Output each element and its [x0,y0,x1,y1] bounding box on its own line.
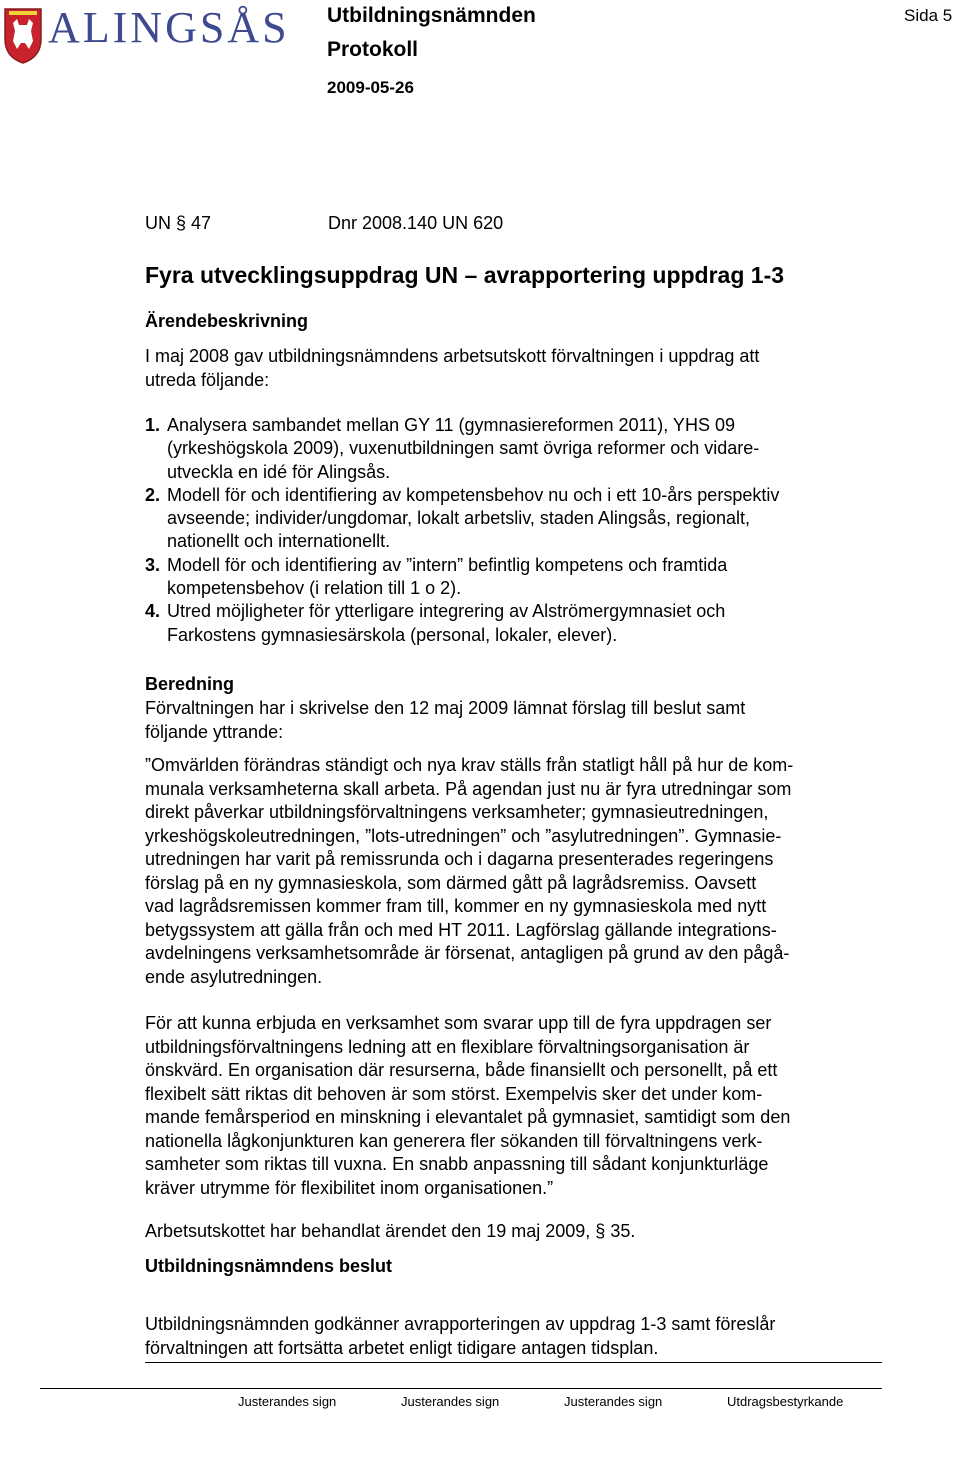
text-line: samheter som riktas till vuxna. En snabb anpassning till sådant konjunkturläge [145,1154,769,1174]
signature-field-1: Justerandes sign [238,1394,337,1409]
text-line: munala verksamheterna skall arbeta. På agendan just nu är fyra utredningar som [145,778,792,799]
municipality-logo [3,3,290,65]
list-item [145,484,865,554]
list-item-line: Modell för och identifiering av ”intern” befintlig kompetens och framtida [167,554,728,575]
arende-line: I maj 2008 gav utbildningsnämndens arbetsutskott förvaltningen i uppdrag att [145,346,760,366]
text-line: utredningen har varit på remissrunda och i dagarna presenterades regeringens [145,849,774,869]
text-line: utbildningsförvaltningens ledning att en flexiblare förvaltningsorganisation är [145,1036,750,1057]
text-line: Förvaltningen har i skrivelse den 12 maj 2009 lämnat förslag till beslut samt [145,698,746,718]
list-item-number: 4. [145,601,161,622]
text-line: För att kunna erbjuda en verksamhet som svarar upp till de fyra uppdragen ser [145,1013,772,1033]
arende-text [145,345,885,392]
case-un-label: UN [145,213,171,233]
section-heading-beslut: Utbildningsnämndens beslut [145,1256,393,1276]
list-item-line: nationellt och internationellt. [167,531,391,552]
text-line: Utbildningsnämnden godkänner avrapporteringen av uppdrag 1-3 samt föreslår [145,1314,776,1334]
list-item-line: Analysera sambandet mellan GY 11 (gymnasiereformen 2011), YHS 09 [167,415,735,435]
list-item-line: Farkostens gymnasiesärskola (personal, lokaler, elever). [167,624,618,645]
header-document-type: Protokoll [327,38,419,61]
text-line: förvaltningen att fortsätta arbetet enligt tidigare antagen tidsplan. [145,1337,659,1358]
extract-certification-field: Utdragsbestyrkande [727,1394,844,1409]
text-line: avdelningens verksamhetsområde är försenat, antagligen på grund av den pågå- [145,943,790,963]
text-line: nationella lågkonjunkturen kan generera fler sökanden till förvaltningens verk- [145,1130,763,1151]
text-line: kräver utrymme för flexibilitet inom organisationen.” [145,1177,554,1198]
page-title: Fyra utvecklingsuppdrag UN – avrapportering uppdrag 1-3 [145,262,785,288]
signature-field-2: Justerandes sign [401,1394,500,1409]
text-line: flexibelt sätt riktas dit behoven är som störst. Exempelvis sker det under kom- [145,1083,763,1104]
diary-number: Dnr 2008.140 UN 620 [328,213,504,233]
text-line: mande femårsperiod en minskning i elevantalet på gymnasiet, samtidigt som den [145,1107,791,1127]
case-un-number: 47 [191,213,212,233]
text-line: följande yttrande: [145,721,284,742]
list-item [145,554,865,601]
section-heading-beredning: Beredning [145,674,235,694]
assignment-list [145,414,865,647]
text-line: önskvärd. En organisation där resurserna, både finansiellt och personellt, på ett [145,1060,778,1080]
beslut-text [145,1313,885,1360]
header-department: Utbildningsnämnden [327,4,536,27]
quote-paragraph-1 [145,754,885,989]
arende-line: utreda följande: [145,369,270,390]
text-line: ende asylutredningen. [145,966,323,987]
list-item-line: utveckla en idé för Alingsås. [167,461,391,482]
content-end-rule [145,1362,882,1363]
text-line: direkt påverkar utbildningsförvaltningens verksamheter; gymnasieutredningen, [145,802,769,822]
list-item [145,414,865,484]
list-item-line: avseende; individer/ungdomar, lokalt arbetsliv, staden Alingsås, regionalt, [167,508,751,529]
page-number: Sida 5 [904,6,953,25]
text-line: förslag på en ny gymnasieskola, som därmed gått på lagrådsremiss. Oavsett [145,872,757,893]
quote-paragraph-2 [145,1012,885,1200]
beredning-intro [145,697,885,744]
list-item-line: kompetensbehov (i relation till 1 o 2). [167,578,462,599]
au-statement: Arbetsutskottet har behandlat ärendet den 19 maj 2009, § 35. [145,1221,636,1241]
signature-field-3: Justerandes sign [564,1394,663,1409]
list-item-line: Modell för och identifiering av kompetensbehov nu och i ett 10-års perspektiv [167,484,780,505]
coat-of-arms-icon [3,5,43,65]
list-item-line: (yrkeshögskola 2009), vuxenutbildningen samt övriga reformer och vidare- [167,438,760,459]
section-heading-arende: Ärendebeskrivning [145,311,309,331]
list-item-line: Utred möjligheter för ytterligare integrering av Alströmergymnasiet och [167,601,726,622]
text-line: betygssystem att gälla från och med HT 2011. Lagförslag gällande integrations- [145,919,777,940]
list-item-number: 1. [145,415,161,435]
list-item-number: 2. [145,484,161,505]
header-date: 2009-05-26 [327,78,414,97]
list-item-number: 3. [145,554,161,575]
text-line: vad lagrådsremissen kommer fram till, kommer en ny gymnasieskola med nytt [145,896,767,916]
case-number [145,212,211,236]
list-item [145,600,865,647]
paragraph-sign: § [176,213,187,233]
logo-wordmark: ALINGSÅS [48,3,290,52]
text-line: yrkeshögskoleutredningen, ”lots-utredningen” och ”asylutredningen”. Gymnasie- [145,825,782,846]
footer-rule [40,1388,882,1389]
text-line: ”Omvärlden förändras ständigt och nya krav ställs från statligt håll på hur de kom- [145,755,794,775]
